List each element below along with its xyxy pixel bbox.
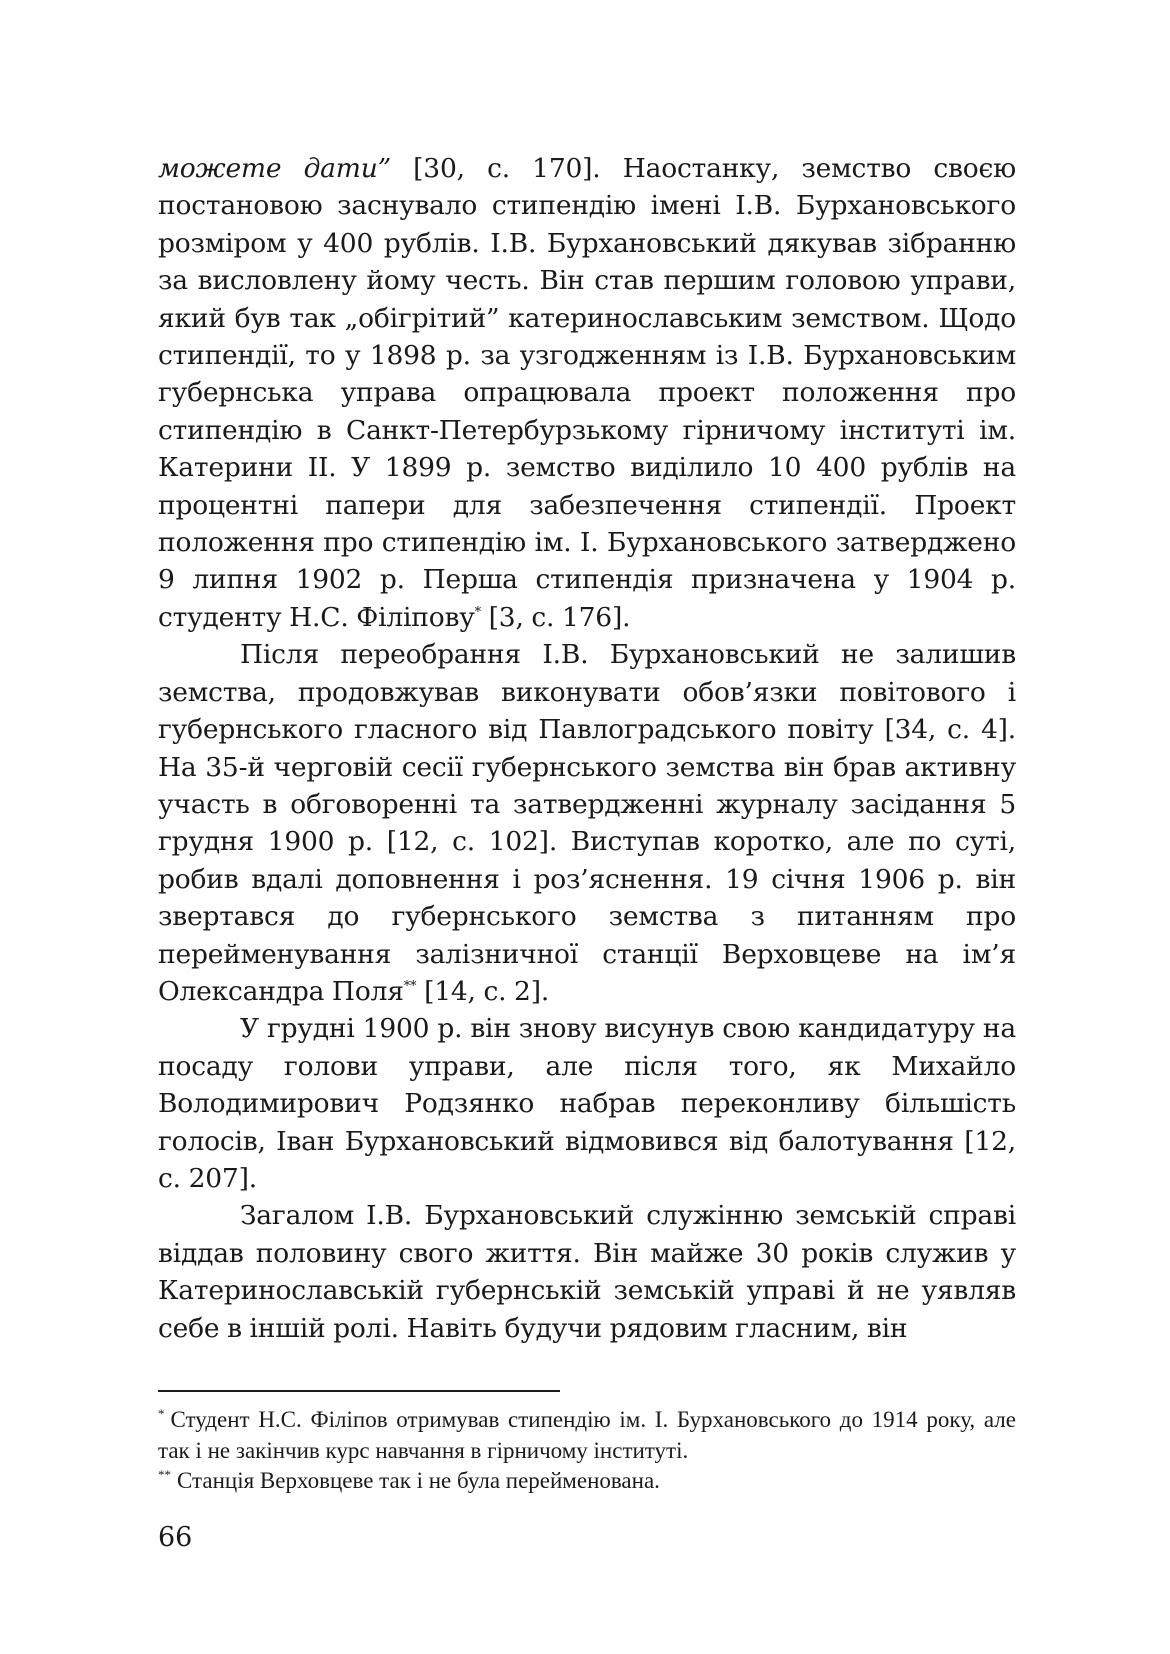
main-text bbox=[158, 150, 1016, 1347]
paragraph-1 bbox=[158, 150, 1016, 636]
paragraph-2-text: Після переобрання І.В. Бурхановський не залишив земства, продовжував виконувати обов’язки повітового і губернського гласного від Павлоградського повіту [34, с. 4]. На 35-й черговій сесії губернського земства він брав активну участь в обговоренні та затвердженні журналу засідання 5 грудня 1900 р. [12, с. 102]. Виступав коротко, але по суті, робив вдалі доповнення і роз’яснення. 19 січня 1906 р. він звертався до губернського земства з питанням про перейменування залізничної станції Верховцеве на ім’я Олександра Поля bbox=[158, 639, 1016, 1007]
footnotes bbox=[158, 1405, 1016, 1497]
italic-quote-end: можете дати” bbox=[158, 153, 391, 184]
paragraph-1-text: [30, с. 170]. Наостанку, земство своєю постановою заснувало стипендію імені І.В. Бурхановського розміром у 400 рублів. І.В. Бурхановський дякував зібранню за висловлену йому честь. Він став першим головою управи, який був так „обігрітий” катеринославським земством. Щодо стипендії, то у 1898 р. за узгодженням із І.В. Бурхановським губернська управа опрацювала проект положення про стипендію в Санкт-Петербурзькому гірничому інституті ім. Катерини ІІ. У 1899 р. земство виділило 10 400 рублів на процентні папери для забезпечення стипендії. Проект положення про стипендію ім. І. Бурхановського затверджено 9 липня 1902 р. Перша стипендія призначена у 1904 р. студенту Н.С. Філіпову bbox=[158, 153, 1016, 633]
paragraph-4: Загалом І.В. Бурхановський служінню земській справі віддав половину свого життя. Він майже 30 років служив у Катеринославській губернській земській управі й не уявляв себе в іншій ролі. Навіть будучи рядовим гласним, він bbox=[158, 1200, 1016, 1344]
paragraph-1-tail: [3, с. 176]. bbox=[480, 601, 631, 633]
paragraph-3: У грудні 1900 р. він знову висунув свою кандидатуру на посаду голови управи, але після того, як Михайло Володимирович Родзянко набрав переконливу більшість голосів, Іван Бурхановський відмовився від балотування [12, с. 207]. bbox=[158, 1013, 1016, 1194]
footnote-ref-2: ** bbox=[403, 979, 417, 995]
footnote-2-mark: ** bbox=[158, 1467, 171, 1483]
footnote-1-text: Студент Н.С. Філіпов отримував стипендію ім. І. Бурхановського до 1914 року, але так і не закінчив курс навчання в гірничому інституті. bbox=[158, 1407, 1016, 1463]
paragraph-2-tail: [14, с. 2]. bbox=[416, 975, 550, 1007]
footnote-2 bbox=[158, 1466, 1016, 1497]
footnote-1 bbox=[158, 1405, 1016, 1466]
footnote-ref-1: * bbox=[474, 605, 481, 621]
paragraph-2 bbox=[158, 636, 1016, 1010]
footnote-2-text: Станція Верховцеве так і не була перейменована. bbox=[177, 1468, 660, 1493]
footnote-divider bbox=[158, 1390, 560, 1392]
page-body bbox=[158, 150, 1016, 1347]
footnote-1-mark: * bbox=[158, 1406, 165, 1422]
page-number: 66 bbox=[158, 1522, 193, 1553]
